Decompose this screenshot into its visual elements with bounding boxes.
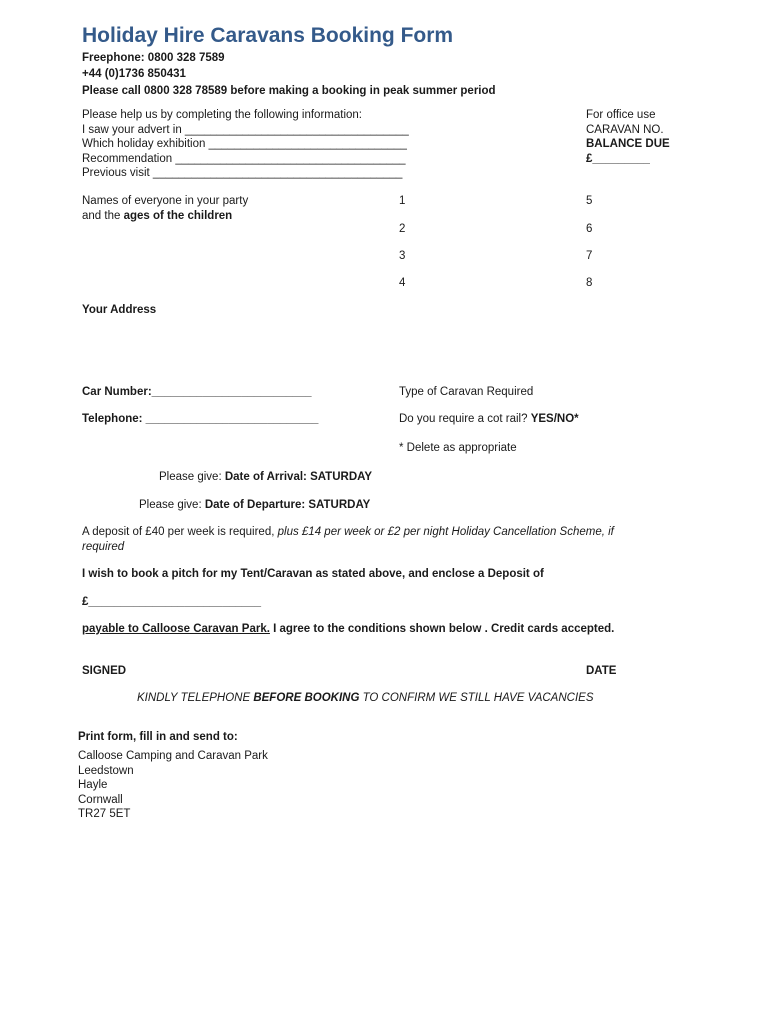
- freephone: Freephone: 0800 328 7589: [82, 52, 225, 64]
- conditions-text: I agree to the conditions shown below . Credit cards accepted.: [269, 623, 615, 635]
- party-number-2: 2: [399, 223, 406, 235]
- party-label-line2: [82, 209, 232, 224]
- party-number-4: 4: [399, 277, 406, 289]
- kindly-bold: BEFORE BOOKING: [253, 692, 360, 704]
- arrival-line: [159, 470, 372, 485]
- arrival-label: Date of Arrival: SATURDAY: [224, 471, 373, 483]
- party-number-8: 8: [586, 277, 593, 289]
- booking-statement: I wish to book a pitch for my Tent/Caravan as stated above, and enclose a Deposit of: [82, 568, 544, 580]
- cot-rail-question: [399, 412, 579, 427]
- kindly-suffix: TO CONFIRM WE STILL HAVE VACANCIES: [359, 692, 594, 704]
- party-number-1: 1: [399, 195, 406, 207]
- payable-line: [82, 622, 614, 637]
- call-note: Please call 0800 328 78589 before making a booking in peak summer period: [82, 85, 496, 97]
- address-label: Your Address: [82, 304, 157, 316]
- deposit-amount-field: £___________________________: [82, 596, 262, 608]
- deposit-italic-cont: required: [82, 541, 125, 553]
- kindly-telephone-note: [137, 691, 594, 706]
- send-heading: Print form, fill in and send to:: [78, 731, 238, 743]
- arrival-prefix: Please give:: [159, 471, 225, 483]
- party-label-prefix: and the: [82, 210, 124, 222]
- info-intro: Please help us by completing the following information:: [82, 109, 362, 121]
- payable-to: payable to Calloose Caravan Park.: [82, 623, 270, 635]
- caravan-no-label: CARAVAN NO.: [586, 124, 664, 136]
- departure-line: [139, 498, 370, 513]
- balance-due-label: BALANCE DUE: [586, 138, 670, 150]
- balance-amount-field: £_________: [586, 153, 650, 165]
- cot-rail-options: YES/NO*: [530, 413, 579, 425]
- cot-rail-prefix: Do you require a cot rail?: [399, 413, 531, 425]
- address-line-2: Leedstown: [78, 765, 134, 777]
- address-line-4: Cornwall: [78, 794, 123, 806]
- kindly-prefix: KINDLY TELEPHONE: [137, 692, 254, 704]
- recommendation-field: Recommendation ____________________________________: [82, 153, 406, 165]
- departure-prefix: Please give:: [139, 499, 205, 511]
- international-phone: +44 (0)1736 850431: [82, 68, 186, 80]
- advert-field: I saw your advert in ___________________________________: [82, 124, 409, 136]
- previous-visit-field: Previous visit _______________________________________: [82, 167, 403, 179]
- departure-label: Date of Departure: SATURDAY: [204, 499, 371, 511]
- form-title: Holiday Hire Caravans Booking Form: [82, 24, 454, 47]
- deposit-line: [82, 525, 614, 540]
- party-number-5: 5: [586, 195, 593, 207]
- delete-note: * Delete as appropriate: [399, 442, 517, 454]
- party-number-7: 7: [586, 250, 593, 262]
- office-use-heading: For office use: [586, 109, 656, 121]
- car-number-field: Car Number:_________________________: [82, 386, 312, 398]
- exhibition-field: Which holiday exhibition _______________________________: [82, 138, 407, 150]
- caravan-type-label: Type of Caravan Required: [399, 386, 534, 398]
- address-line-3: Hayle: [78, 779, 108, 791]
- party-label-line1: Names of everyone in your party: [82, 195, 249, 207]
- deposit-italic: plus £14 per week or £2 per night Holiday Cancellation Scheme, if: [277, 526, 614, 538]
- party-label-bold: ages of the children: [123, 210, 233, 222]
- signed-label: SIGNED: [82, 665, 127, 677]
- address-line-1: Calloose Camping and Caravan Park: [78, 750, 268, 762]
- deposit-text: A deposit of £40 per week is required,: [82, 526, 278, 538]
- telephone-field: Telephone: ___________________________: [82, 413, 319, 425]
- party-number-6: 6: [586, 223, 593, 235]
- date-label: DATE: [586, 665, 617, 677]
- party-number-3: 3: [399, 250, 406, 262]
- address-line-5: TR27 5ET: [78, 808, 131, 820]
